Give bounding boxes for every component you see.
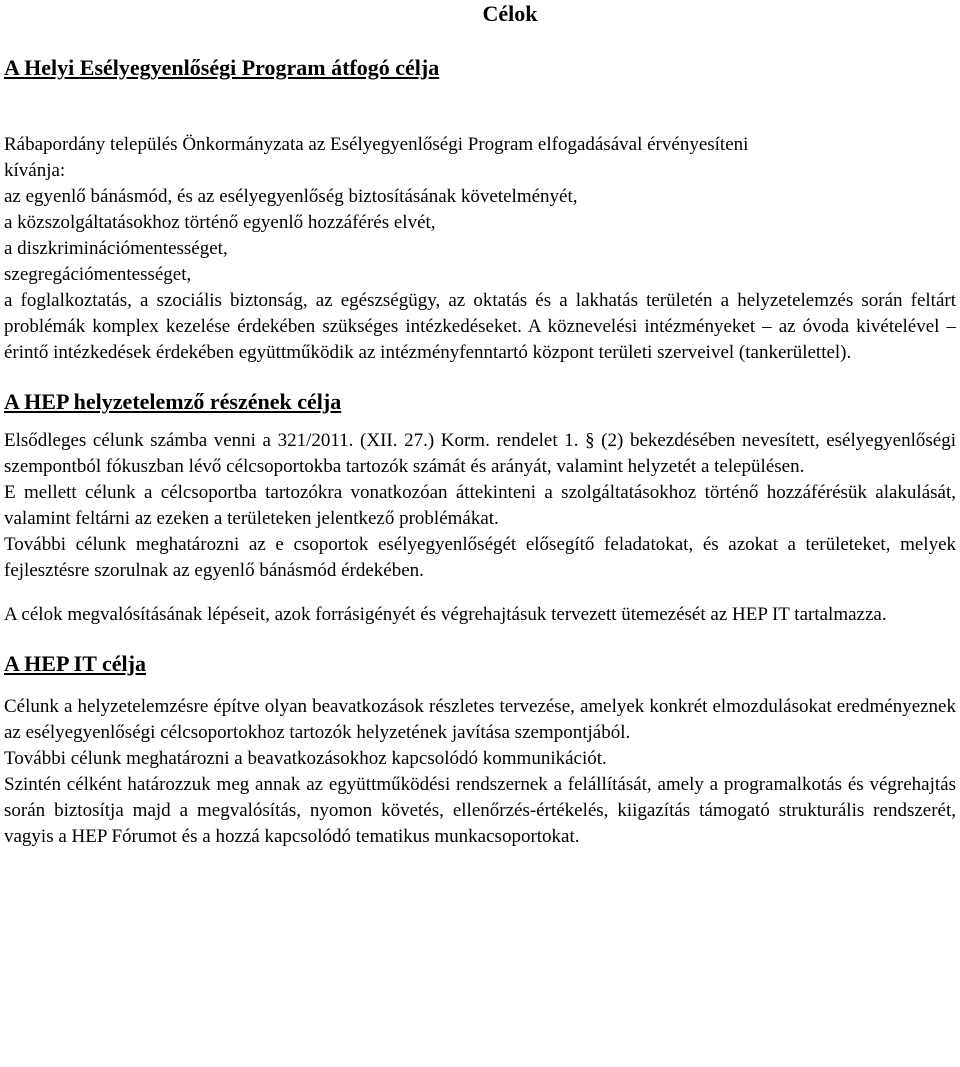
paragraph: További célunk meghatározni az e csoportok esélyegyenlőségét elősegítő feladatokat, és azokat a területeket, melyek fejlesztésre szorulnak az egyenlő bánásmód érdekében. (4, 534, 956, 581)
document-title: Célok (482, 1, 538, 26)
paragraph: További célunk meghatározni a beavatkozásokhoz kapcsolódó kommunikációt. (4, 748, 607, 769)
intro-line: Rábapordány település Önkormányzata az Esélyegyenlőségi Program elfogadásával érvényesíteni (4, 134, 749, 155)
paragraph: E mellett célunk a célcsoportba tartozókra vonatkozóan áttekinteni a szolgáltatásokhoz történő hozzáférésük alakulását, valamint feltárni az ezeken a területeken jelentkező problémákat. (4, 482, 956, 529)
paragraph: Célunk a helyzetelemzésre építve olyan beavatkozások részletes tervezése, amelyek konkrét elmozdulásokat eredményeznek az esélyegyenlőségi célcsoportokhoz tartozók helyzetének javítása szempontjából. (4, 696, 956, 743)
intro-line-continuation: kívánja: (4, 160, 66, 181)
section-heading-situation-analysis-goal: A HEP helyzetelemző részének célja (4, 389, 342, 414)
section3-body (4, 694, 956, 850)
section1-body (4, 132, 956, 366)
section-heading-hep-overall-goal: A Helyi Esélyegyenlőségi Program átfogó célja (4, 55, 440, 80)
section2-body (4, 428, 956, 628)
paragraph: A célok megvalósításának lépéseit, azok forrásigényét és végrehajtásuk tervezett ütemezését az HEP IT tartalmazza. (4, 604, 887, 625)
list-item: az egyenlő bánásmód, és az esélyegyenlőség biztosításának követelményét, (4, 186, 578, 207)
list-item: szegregációmentességet, (4, 264, 192, 285)
paragraph: Elsődleges célunk számba venni a 321/2011. (XII. 27.) Korm. rendelet 1. § (2) bekezdésében nevesített, esélyegyenlőségi szempontból fókuszban lévő célcsoportokba tartozók számát és arányát, valamint helyzetét a településen. (4, 430, 956, 477)
paragraph: a foglalkoztatás, a szociális biztonság, az egészségügy, az oktatás és a lakhatás területén a helyzetelemzés során feltárt problémák komplex kezelése érdekében szükséges intézkedéseket. A köznevelési intézményeket – az óvoda kivételével – érintő intézkedések érdekében együttműködik az intézményfenntartó központ területi szerveivel (tankerülettel). (4, 290, 956, 363)
list-item: a közszolgáltatásokhoz történő egyenlő hozzáférés elvét, (4, 212, 436, 233)
section-heading-hep-it-goal: A HEP IT célja (4, 651, 146, 676)
paragraph: Szintén célként határozzuk meg annak az együttműködési rendszernek a felállítását, amely a programalkotás és végrehajtás során biztosítja majd a megvalósítás, nyomon követés, ellenőrzés-értékelés, kiigazítás támogató strukturális rendszerét, vagyis a HEP Fórumot és a hozzá kapcsolódó tematikus munkacsoportokat. (4, 774, 956, 847)
list-item: a diszkriminációmentességet, (4, 238, 228, 259)
